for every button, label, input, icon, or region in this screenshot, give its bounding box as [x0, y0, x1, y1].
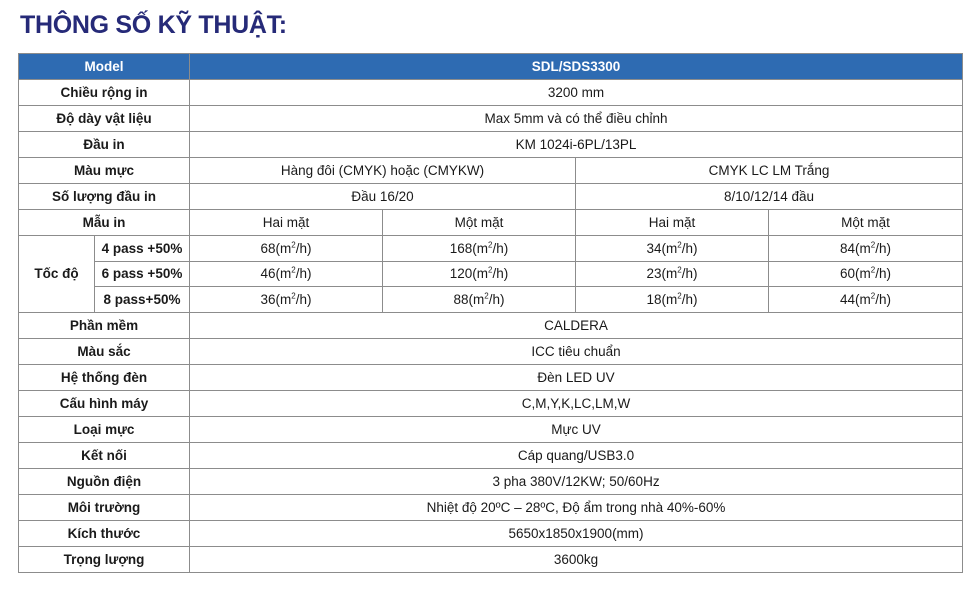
speed-unit: $(m^2/h)$: [855, 291, 892, 308]
spec-value: Nhiệt độ 20ºC – 28ºC, Độ ẩm trong nhà 40%-60%: [190, 494, 963, 520]
spec-value: 3 pha 380V/12KW; 50/60Hz: [190, 469, 963, 495]
heads-right: 8/10/12/14 đầu: [576, 183, 963, 209]
ink-label: Màu mực: [19, 157, 190, 183]
heads-row: [19, 183, 963, 209]
mode-row: [19, 209, 963, 235]
speed-value: [576, 235, 769, 261]
spec-value: 3200 mm: [190, 79, 963, 105]
spec-row: [19, 546, 963, 572]
speed-number: 23: [646, 266, 662, 282]
speed-row: [19, 235, 963, 261]
speed-value: [769, 235, 963, 261]
speed-unit: $(m^2/h)$: [472, 265, 509, 282]
spec-row: [19, 79, 963, 105]
spec-row: [19, 469, 963, 495]
spec-value: KM 1024i-6PL/13PL: [190, 131, 963, 157]
speed-number: 60: [840, 266, 856, 282]
spec-label: Loại mực: [19, 417, 190, 443]
ink-right: CMYK LC LM Trắng: [576, 157, 963, 183]
speed-value: [769, 261, 963, 287]
speed-pass: 8 pass+50%: [95, 287, 190, 313]
spec-row: [19, 391, 963, 417]
speed-unit: $(m^2/h)$: [661, 265, 698, 282]
spec-row: [19, 105, 963, 131]
speed-unit: $(m^2/h)$: [855, 240, 892, 256]
speed-number: 18: [646, 292, 662, 308]
mode-col: Hai mặt: [576, 209, 769, 235]
ink-left: Hàng đôi (CMYK) hoặc (CMYKW): [190, 157, 576, 183]
speed-number: 120: [449, 266, 473, 282]
spec-label: Phần mềm: [19, 313, 190, 339]
speed-number: 88: [453, 292, 469, 308]
speed-unit: $(m^2/h)$: [275, 240, 312, 256]
spec-value: Max 5mm và có thể điều chỉnh: [190, 105, 963, 131]
mode-col: Một mặt: [383, 209, 576, 235]
heads-left: Đầu 16/20: [190, 183, 576, 209]
spec-value: Đèn LED UV: [190, 365, 963, 391]
spec-row: [19, 494, 963, 520]
spec-label: Môi trường: [19, 494, 190, 520]
header-label: Model: [19, 54, 190, 80]
speed-number: 36: [260, 292, 276, 308]
speed-value: [576, 287, 769, 313]
ink-row: [19, 157, 963, 183]
spec-label: Kết nối: [19, 443, 190, 469]
speed-number: 68: [260, 240, 276, 256]
spec-value: Mực UV: [190, 417, 963, 443]
speed-unit: $(m^2/h)$: [468, 291, 505, 308]
speed-value: [383, 261, 576, 287]
speed-unit: $(m^2/h)$: [472, 240, 509, 256]
speed-number: 34: [646, 240, 662, 256]
speed-unit: $(m^2/h)$: [661, 291, 698, 308]
speed-unit: $(m^2/h)$: [661, 240, 698, 256]
spec-row: [19, 131, 963, 157]
speed-value: [190, 287, 383, 313]
spec-table: [18, 53, 963, 573]
speed-value: [769, 287, 963, 313]
spec-row: [19, 520, 963, 546]
spec-row: [19, 313, 963, 339]
spec-row: [19, 443, 963, 469]
spec-row: [19, 417, 963, 443]
spec-row: [19, 365, 963, 391]
speed-unit: $(m^2/h)$: [275, 265, 312, 282]
spec-label: Kích thước: [19, 520, 190, 546]
heads-label: Số lượng đầu in: [19, 183, 190, 209]
speed-row: [19, 287, 963, 313]
mode-col: Một mặt: [769, 209, 963, 235]
mode-label: Mẫu in: [19, 209, 190, 235]
page-title: THÔNG SỐ KỸ THUẬT:: [20, 11, 287, 39]
spec-value: 5650x1850x1900(mm): [190, 520, 963, 546]
speed-number: 46: [260, 266, 276, 282]
spec-row: [19, 339, 963, 365]
speed-unit: $(m^2/h)$: [855, 265, 892, 282]
speed-pass: 6 pass +50%: [95, 261, 190, 287]
speed-number: 168: [449, 240, 473, 256]
spec-value: 3600kg: [190, 546, 963, 572]
mode-col: Hai mặt: [190, 209, 383, 235]
speed-value: [383, 235, 576, 261]
spec-label: Nguồn điện: [19, 469, 190, 495]
speed-value: [576, 261, 769, 287]
spec-label: Chiều rộng in: [19, 79, 190, 105]
spec-label: Trọng lượng: [19, 546, 190, 572]
header-row: [19, 54, 963, 80]
spec-value: CALDERA: [190, 313, 963, 339]
spec-label: Hệ thống đèn: [19, 365, 190, 391]
speed-value: [190, 261, 383, 287]
speed-value: [190, 235, 383, 261]
spec-label: Độ dày vật liệu: [19, 105, 190, 131]
spec-label: Đầu in: [19, 131, 190, 157]
speed-unit: $(m^2/h)$: [275, 291, 312, 308]
speed-value: [383, 287, 576, 313]
spec-label: Cấu hình máy: [19, 391, 190, 417]
spec-value: C,M,Y,K,LC,LM,W: [190, 391, 963, 417]
speed-label: Tốc độ: [19, 235, 95, 313]
speed-pass: 4 pass +50%: [95, 235, 190, 261]
header-value: SDL/SDS3300: [190, 54, 963, 80]
spec-label: Màu sắc: [19, 339, 190, 365]
spec-value: ICC tiêu chuẩn: [190, 339, 963, 365]
speed-number: 44: [840, 292, 856, 308]
speed-number: 84: [840, 240, 856, 256]
speed-row: [19, 261, 963, 287]
spec-value: Cáp quang/USB3.0: [190, 443, 963, 469]
